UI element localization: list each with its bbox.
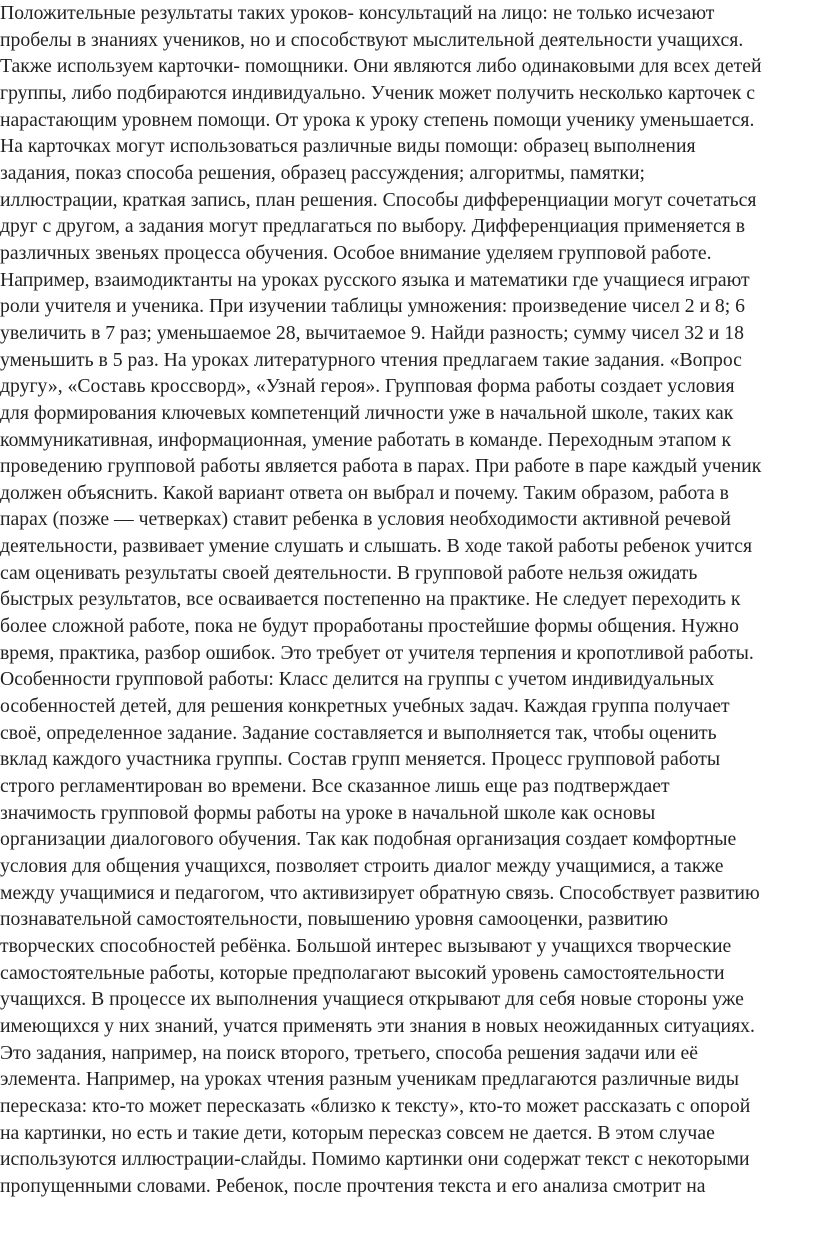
text-line: задания, показ способа решения, образец рассуждения; алгоритмы, памятки; — [0, 161, 645, 184]
text-line: учащихся. В процессе их выполнения учащиеся открывают для себя новые стороны уже — [0, 988, 744, 1011]
text-line: Особенности групповой работы: Класс делится на группы с учетом индивидуальных — [0, 668, 715, 691]
text-line: время, практика, разбор ошибок. Это требует от учителя терпения и кропотливой работы. — [0, 641, 754, 664]
text-line: деятельности, развивает умение слушать и слышать. В ходе такой работы ребенок учится — [0, 535, 752, 558]
text-line: пробелы в знаниях учеников, но и способствуют мыслительной деятельности учащихся. — [0, 28, 744, 51]
text-line: иллюстрации, краткая запись, план решения. Способы дифференциации могут сочетаться — [0, 188, 757, 211]
text-line: значимость групповой формы работы на уроке в начальной школе как основы — [0, 801, 656, 824]
text-line: вклад каждого участника группы. Состав групп меняется. Процесс групповой работы — [0, 748, 721, 771]
text-line: друг с другом, а задания могут предлагаться по выбору. Дифференциация применяется в — [0, 215, 746, 238]
text-line: сам оценивать результаты своей деятельности. В групповой работе нельзя ожидать — [0, 561, 698, 584]
text-line: для формирования ключевых компетенций личности уже в начальной школе, таких как — [0, 401, 734, 424]
text-line: пропущенными словами. Ребенок, после прочтения текста и его анализа смотрит на — [0, 1174, 706, 1197]
text-line: особенностей детей, для решения конкретных учебных задач. Каждая группа получает — [0, 695, 730, 718]
text-line: уменьшить в 5 раз. На уроках литературного чтения предлагаем такие задания. «Вопрос — [0, 348, 742, 371]
text-line: на картинки, но есть и такие дети, которым пересказ совсем не дается. В этом случае — [0, 1121, 715, 1144]
text-line: Положительные результаты таких уроков- консультаций на лицо: не только исчезают — [0, 2, 715, 24]
text-line: На карточках могут использоваться различные виды помощи: образец выполнения — [0, 135, 696, 158]
text-line: увеличить в 7 раз; уменьшаемое 28, вычитаемое 9. Найди разность; сумму чисел 32 и 18 — [0, 321, 744, 344]
text-line: Например, взаимодиктанты на уроках русского языка и математики где учащиеся играют — [0, 268, 750, 291]
text-line: самостоятельные работы, которые предполагают высокий уровень самостоятельности — [0, 961, 725, 984]
text-line: более сложной работе, пока не будут проработаны простейшие формы общения. Нужно — [0, 615, 739, 638]
text-line: роли учителя и ученика. При изучении таблицы умножения: произведение чисел 2 и 8; 6 — [0, 295, 745, 318]
text-line: Это задания, например, на поиск второго, третьего, способа решения задачи или её — [0, 1041, 699, 1064]
text-line: познавательной самостоятельности, повышению уровня самооценки, развитию — [0, 908, 669, 931]
text-line: пересказа: кто-то может пересказать «близко к тексту», кто-то может рассказать с опорой — [0, 1094, 751, 1117]
text-line: имеющихся у них знаний, учатся применять эти знания в новых неожиданных ситуациях. — [0, 1014, 755, 1037]
text-line: Также используем карточки- помощники. Они являются либо одинаковыми для всех детей — [0, 55, 762, 78]
text-line: используются иллюстрации-слайды. Помимо картинки они содержат текст с некоторыми — [0, 1148, 750, 1171]
text-line: организации диалогового обучения. Так как подобная организация создает комфортные — [0, 828, 737, 851]
text-line: творческих способностей ребёнка. Большой интерес вызывают у учащихся творческие — [0, 934, 732, 957]
text-line: быстрых результатов, все осваивается постепенно на практике. Не следует переходить к — [0, 588, 741, 611]
text-line: между учащимися и педагогом, что активизирует обратную связь. Способствует развитию — [0, 881, 760, 904]
text-line: коммуникативная, информационная, умение работать в команде. Переходным этапом к — [0, 428, 732, 451]
text-line: должен объяснить. Какой вариант ответа он выбрал и почему. Таким образом, работа в — [0, 481, 729, 504]
text-line: проведению групповой работы является работа в парах. При работе в паре каждый ученик — [0, 455, 762, 478]
text-line: различных звеньях процесса обучения. Особое внимание уделяем групповой работе. — [0, 241, 712, 264]
text-line: нарастающим уровнем помощи. От урока к уроку степень помощи ученику уменьшается. — [0, 108, 755, 131]
text-line: другу», «Составь кроссворд», «Узнай героя». Групповая форма работы создает условия — [0, 375, 735, 398]
text-line: группы, либо подбираются индивидуально. Ученик может получить несколько карточек с — [0, 81, 755, 104]
text-line: строго регламентирован во времени. Все сказанное лишь еще раз подтверждает — [0, 775, 670, 798]
text-line: условия для общения учащихся, позволяет строить диалог между учащимися, а также — [0, 855, 724, 877]
text-line: парах (позже — четверках) ставит ребенка в условия необходимости активной речевой — [0, 508, 731, 531]
text-line: элемента. Например, на уроках чтения разным ученикам предлагаются различные виды — [0, 1068, 739, 1091]
text-line: своё, определенное задание. Задание составляется и выполняется так, чтобы оценить — [0, 721, 717, 744]
